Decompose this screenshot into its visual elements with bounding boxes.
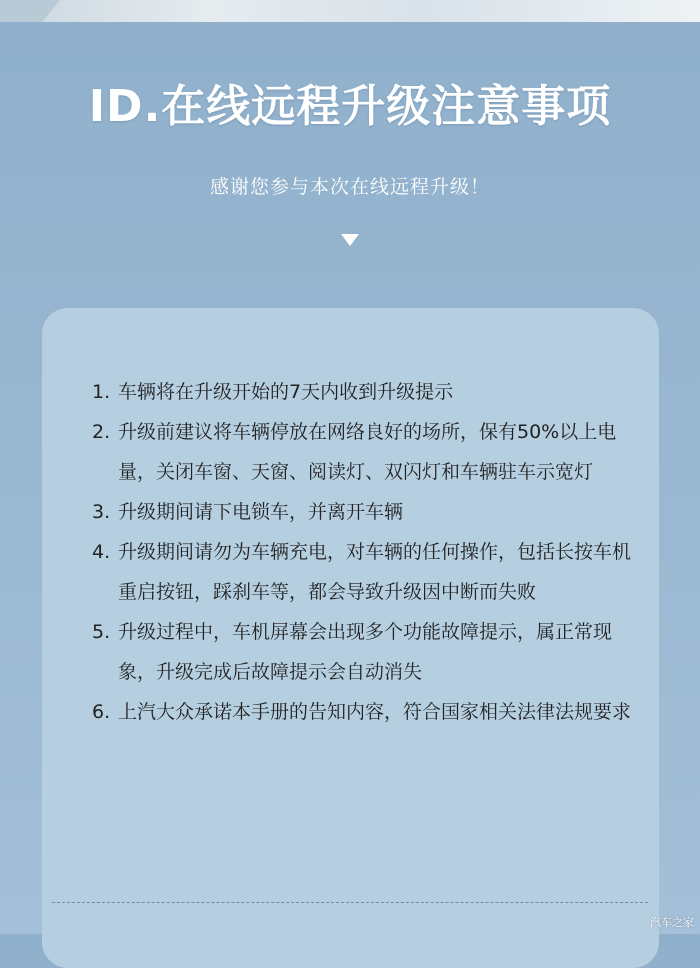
list-item-text: 升级前建议将车辆停放在网络良好的场所，保有50%以上电量，关闭车窗、天窗、阅读灯、双闪灯和车辆驻车示宽灯 [118,421,617,483]
list-item-number: 5. [92,621,111,643]
page-title: ID.在线远程升级注意事项 [88,81,612,132]
list-item [92,492,632,532]
list-item-number: 6. [92,701,111,723]
list-item-text: 车辆将在升级开始的7天内收到升级提示 [118,381,454,403]
list-item-number: 2. [92,421,111,443]
page-subtitle: 感谢您参与本次在线远程升级！ [209,176,490,198]
notice-list [92,372,632,732]
divider [52,902,648,903]
top-decorative-strip [0,0,700,22]
list-item-number: 4. [92,541,111,563]
list-item [92,692,632,732]
list-item-number: 1. [92,381,111,403]
watermark: 汽车之家 [650,916,694,929]
down-triangle-icon [341,234,359,246]
list-item-text: 升级期间请勿为车辆充电，对车辆的任何操作，包括长按车机重启按钮，踩刹车等，都会导致升级因中断而失败 [118,541,632,603]
list-item-text: 上汽大众承诺本手册的告知内容，符合国家相关法律法规要求 [118,701,632,723]
list-item-number: 3. [92,501,111,523]
list-item-text: 升级过程中，车机屏幕会出现多个功能故障提示，属正常现象，升级完成后故障提示会自动消失 [118,621,613,683]
list-item [92,372,632,412]
list-item [92,412,632,492]
list-item [92,612,632,692]
list-item [92,532,632,612]
list-item-text: 升级期间请下电锁车，并离开车辆 [118,501,404,523]
